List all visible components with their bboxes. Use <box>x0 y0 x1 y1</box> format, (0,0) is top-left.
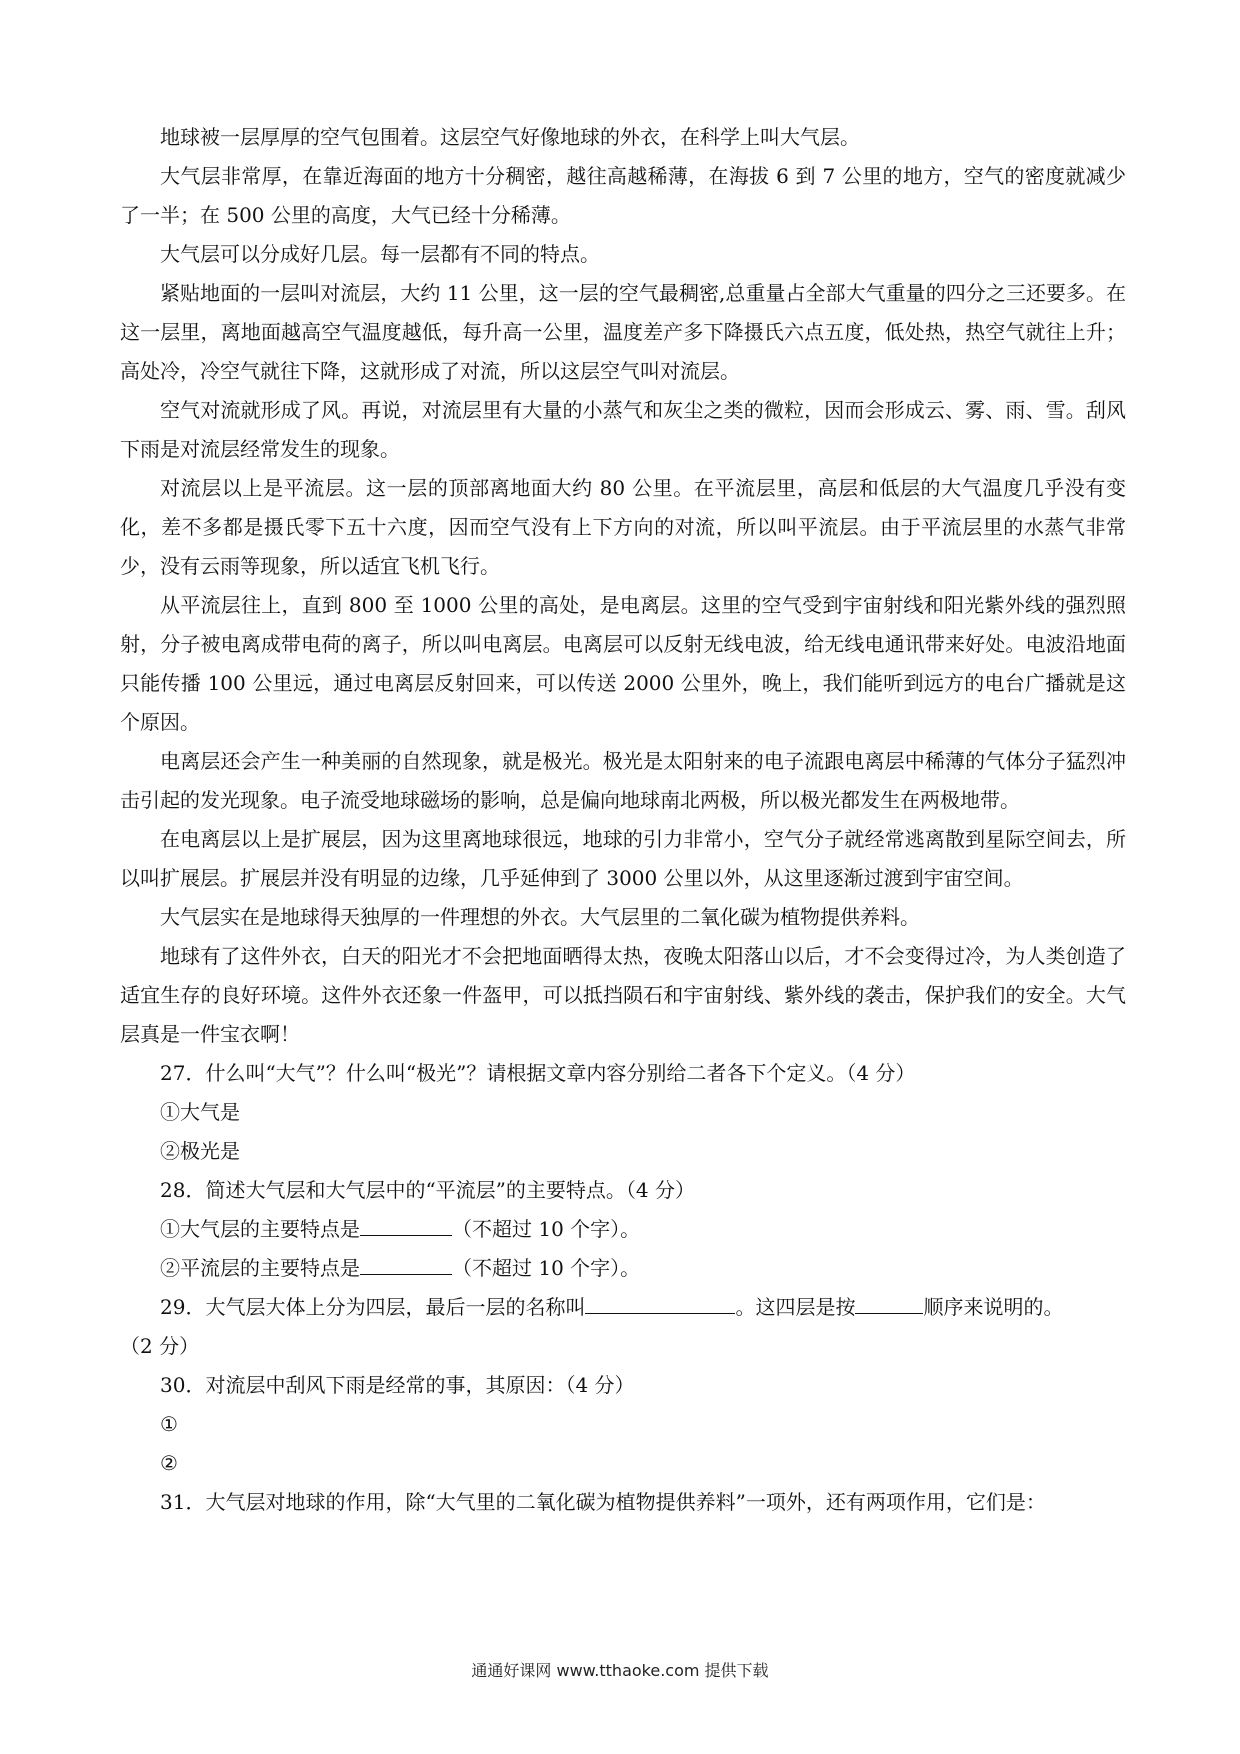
article-paragraph-4: 紧贴地面的一层叫对流层，大约 11 公里，这一层的空气最稠密,总重量占全部大气重量的四分之三还要多。在这一层里，离地面越高空气温度越低，每升高一公里，温度差产多下降摄氏六点五度，低处热，热空气就往上升；高处冷，冷空气就往下降，这就形成了对流，所以这层空气叫对流层。 <box>120 281 1126 383</box>
answer-blank[interactable] <box>855 1291 923 1314</box>
question-30-answer-1: ① <box>160 1412 178 1436</box>
article-paragraph-5: 空气对流就形成了风。再说，对流层里有大量的小蒸气和灰尘之类的微粒，因而会形成云、雾、雨、雪。刮风下雨是对流层经常发生的现象。 <box>120 398 1126 461</box>
page-footer: 通通好课网 www.tthaoke.com 提供下载 <box>471 1661 769 1680</box>
question-27-answer-2: ②极光是 <box>160 1139 240 1163</box>
question-30: 30．对流层中刮风下雨是经常的事，其原因：（4 分） <box>160 1373 635 1397</box>
article-paragraph-6: 对流层以上是平流层。这一层的顶部离地面大约 80 公里。在平流层里，高层和低层的大气温度几乎没有变化，差不多都是摄氏零下五十六度，因而空气没有上下方向的对流，所以叫平流层。由于平流层里的水蒸气非常少，没有云雨等现象，所以适宜飞机飞行。 <box>120 476 1126 578</box>
question-29-prefix: 29．大气层大体上分为四层，最后一层的名称叫 <box>160 1295 586 1319</box>
article-paragraph-8: 电离层还会产生一种美丽的自然现象，就是极光。极光是太阳射来的电子流跟电离层中稀薄的气体分子猛烈冲击引起的发光现象。电子流受地球磁场的影响，总是偏向地球南北两极，所以极光都发生在两极地带。 <box>120 749 1126 812</box>
answer-blank[interactable] <box>360 1252 452 1275</box>
question-29 <box>120 1288 1126 1327</box>
answer-blank[interactable] <box>585 1291 735 1314</box>
article-paragraph-10: 大气层实在是地球得天独厚的一件理想的外衣。大气层里的二氧化碳为植物提供养料。 <box>160 905 920 929</box>
answer-blank[interactable] <box>360 1213 452 1236</box>
question-27-answer-1: ①大气是 <box>160 1100 240 1124</box>
question-28-answer-1 <box>120 1210 1126 1249</box>
article-paragraph-3: 大气层可以分成好几层。每一层都有不同的特点。 <box>160 242 600 266</box>
question-29-score: （2 分） <box>120 1334 200 1358</box>
article-paragraph-1: 地球被一层厚厚的空气包围着。这层空气好像地球的外衣，在科学上叫大气层。 <box>160 125 860 149</box>
document-body <box>120 118 1126 1522</box>
question-28-answer-2-prefix: ②平流层的主要特点是 <box>160 1256 360 1280</box>
question-31: 31．大气层对地球的作用，除“大气里的二氧化碳为植物提供养料”一项外，还有两项作用，它们是： <box>160 1490 1046 1514</box>
question-29-middle: 。这四层是按 <box>735 1295 856 1319</box>
article-paragraph-7: 从平流层往上，直到 800 至 1000 公里的高处，是电离层。这里的空气受到宇宙射线和阳光紫外线的强烈照射，分子被电离成带电荷的离子，所以叫电离层。电离层可以反射无线电波，给无线电通讯带来好处。电波沿地面只能传播 100 公里远，通过电离层反射回来，可以传送 2000 公里外，晚上，我们能听到远方的电台广播就是这个原因。 <box>120 593 1126 734</box>
question-30-answer-2: ② <box>160 1451 178 1475</box>
question-28-answer-1-prefix: ①大气层的主要特点是 <box>160 1217 360 1241</box>
question-27: 27．什么叫“大气”？什么叫“极光”？请根据文章内容分别给二者各下个定义。（4 分） <box>160 1061 916 1085</box>
question-28: 28．简述大气层和大气层中的“平流层”的主要特点。（4 分） <box>160 1178 695 1202</box>
question-28-answer-2 <box>120 1249 1126 1288</box>
question-29-suffix: 顺序来说明的。 <box>923 1295 1064 1319</box>
article-paragraph-9: 在电离层以上是扩展层，因为这里离地球很远，地球的引力非常小，空气分子就经常逃离散到星际空间去，所以叫扩展层。扩展层并没有明显的边缘，几乎延伸到了 3000 公里以外，从这里逐渐过渡到宇宙空间。 <box>120 827 1126 890</box>
question-28-answer-2-suffix: （不超过 10 个字）。 <box>452 1256 641 1280</box>
question-28-answer-1-suffix: （不超过 10 个字）。 <box>452 1217 641 1241</box>
article-paragraph-11: 地球有了这件外衣，白天的阳光才不会把地面晒得太热，夜晚太阳落山以后，才不会变得过冷，为人类创造了适宜生存的良好环境。这件外衣还象一件盔甲，可以抵挡陨石和宇宙射线、紫外线的袭击，保护我们的安全。大气层真是一件宝衣啊！ <box>120 944 1126 1046</box>
article-paragraph-2: 大气层非常厚，在靠近海面的地方十分稠密，越往高越稀薄，在海拔 6 到 7 公里的地方，空气的密度就减少了一半；在 500 公里的高度，大气已经十分稀薄。 <box>120 164 1126 227</box>
